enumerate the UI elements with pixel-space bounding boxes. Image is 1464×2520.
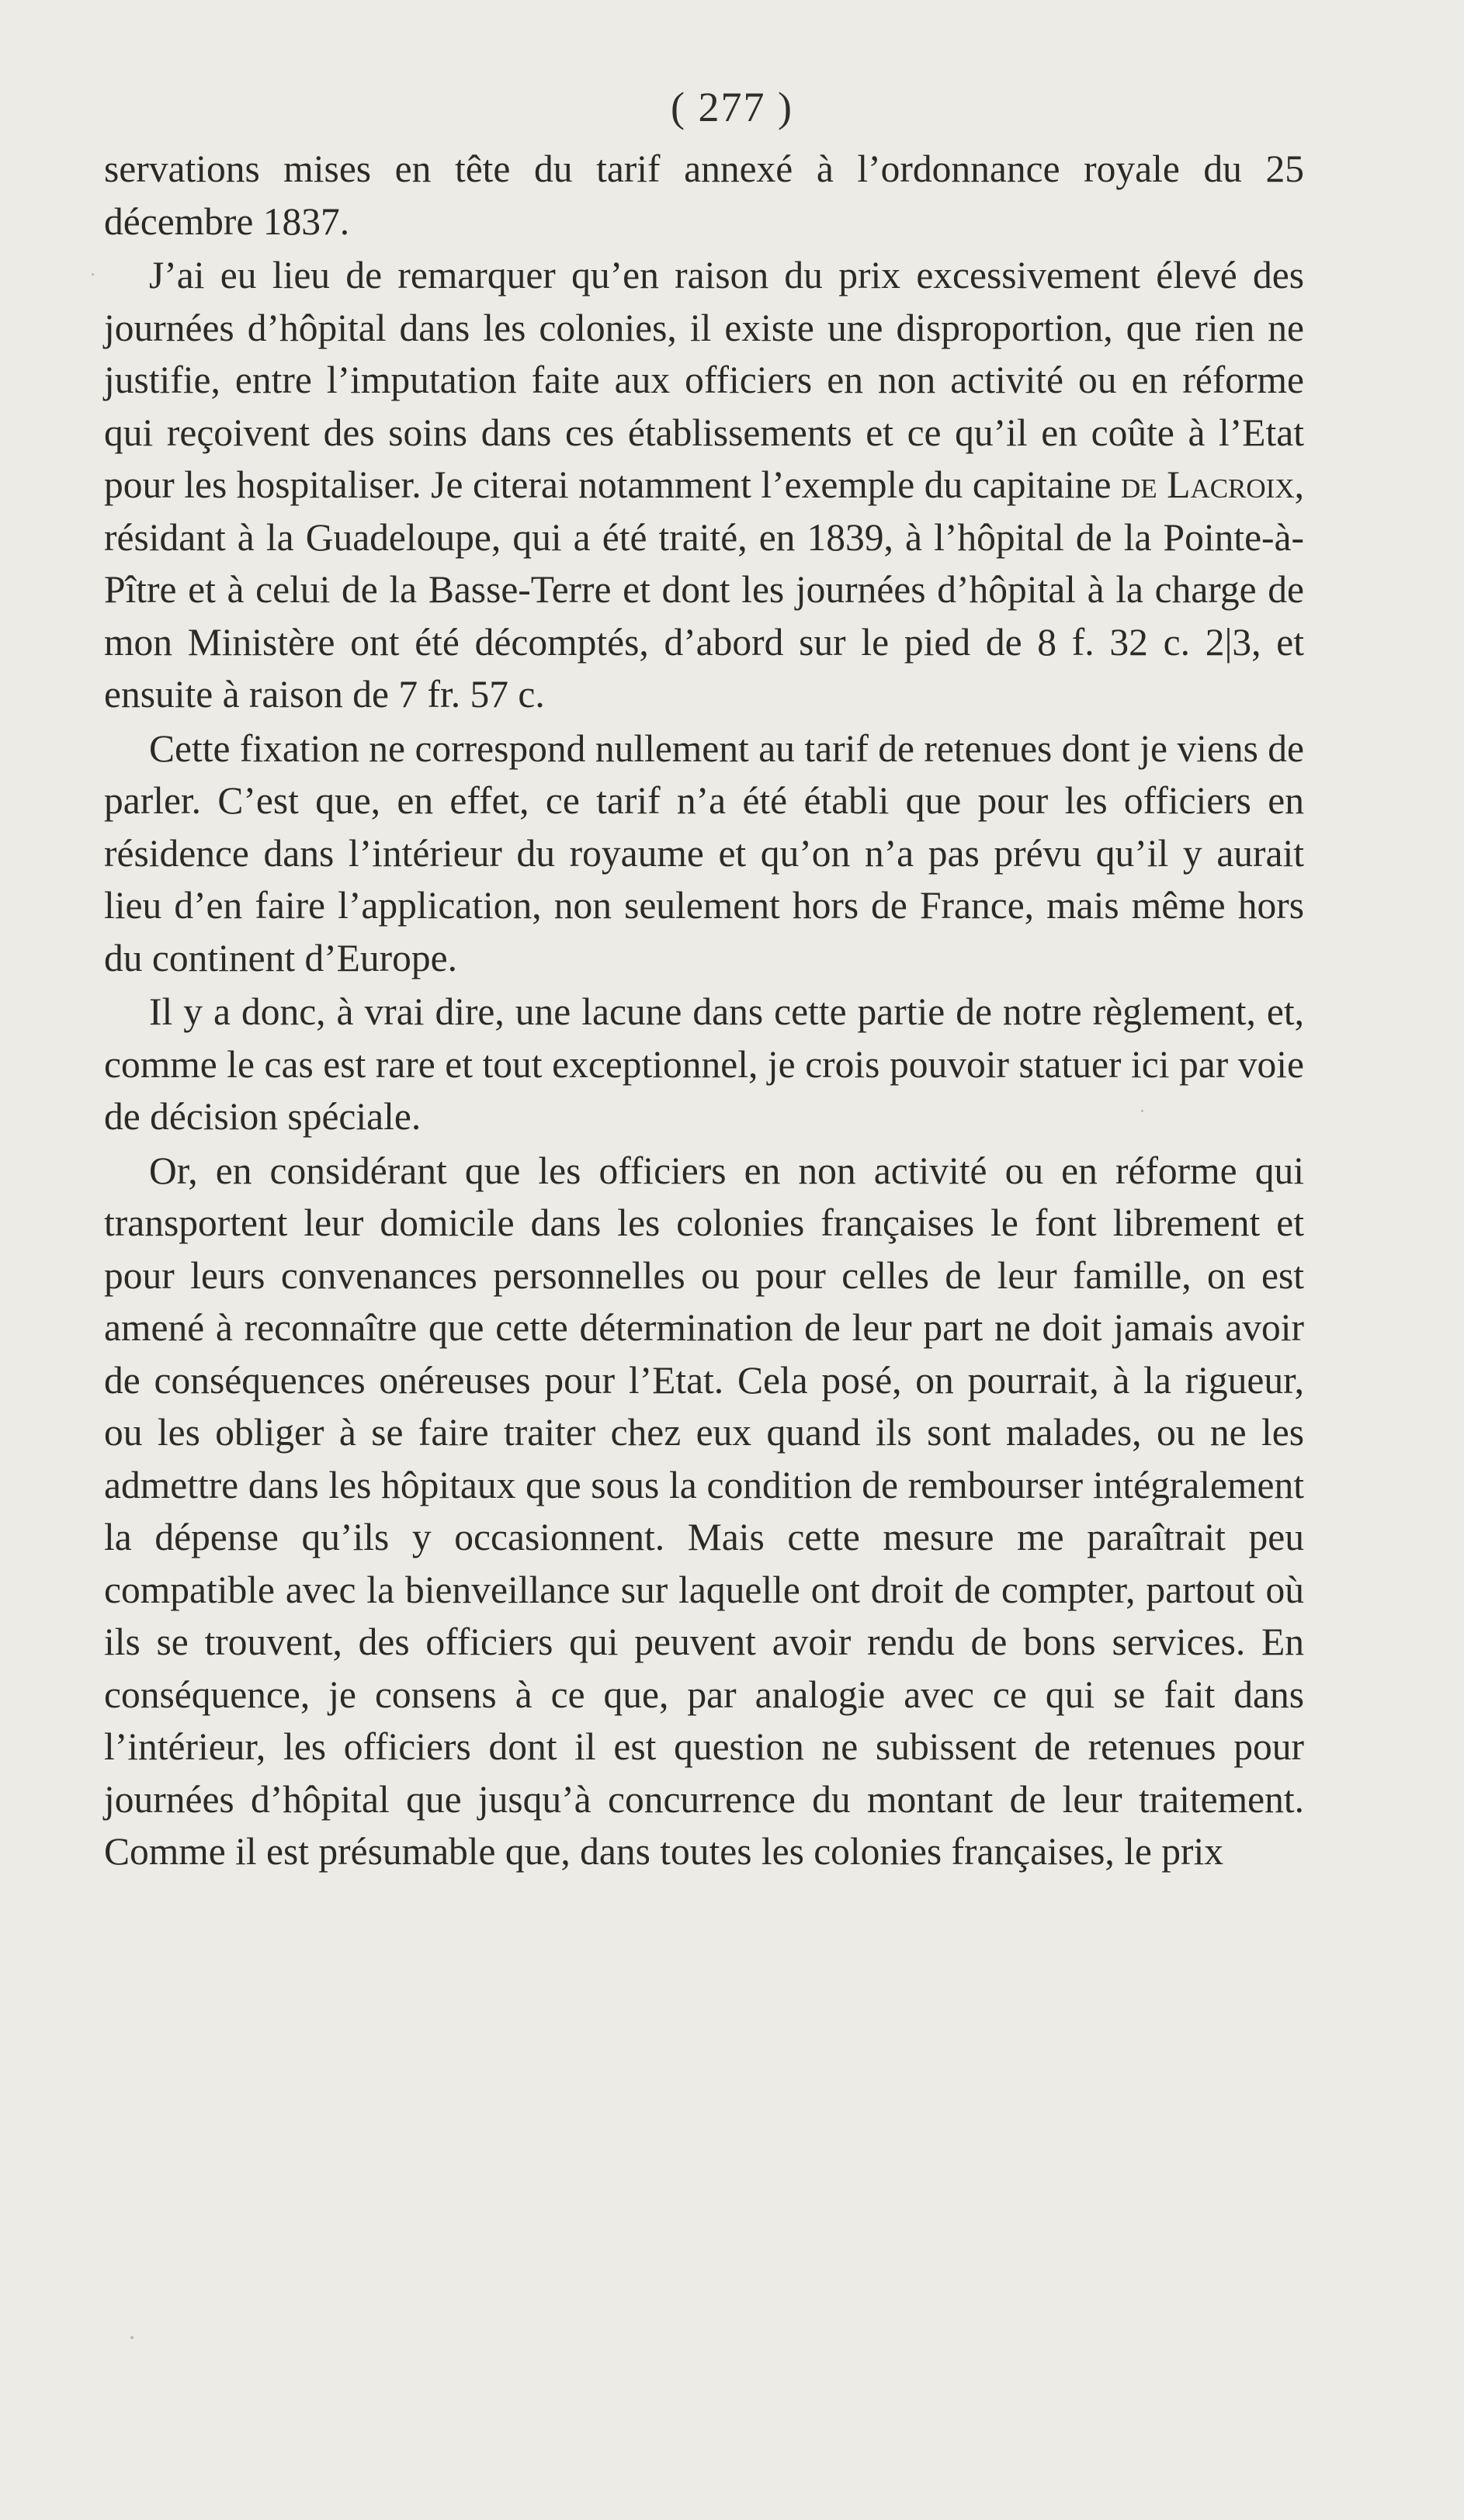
paragraph-5: Or, en considérant que les officiers en non activité ou en réforme qui transportent leur domicile dans les colonies françaises le font librement et pour leurs convenances personnelles ou pour celles de leur famille, on est amené à reconnaître que cette détermination de leur part ne doit jamais avoir de conséquences onéreuses pour l’Etat. Cela posé, on pourrait, à la rigueur, ou les obliger à se faire traiter chez eux quand ils sont malades, ou ne les admettre dans les hôpitaux que sous la condition de rembourser intégralement la dépense qu’ils y occasionnent. Mais cette mesure me paraîtrait peu compatible avec la bienveillance sur laquelle ont droit de compter, partout où ils se trouvent, des officiers qui peuvent avoir rendu de bons services. En conséquence, je consens à ce que, par analogie avec ce qui se fait dans l’intérieur, les officiers dont il est question ne subissent de retenues pour journées d’hôpital que jusqu’à concurrence du montant de leur traitement. Comme il est présumable que, dans toutes les colonies françaises, le prix (104, 1149, 1304, 1873)
paper-speck (92, 273, 94, 276)
paragraph-2-text-after: , résidant à la Guadeloupe, qui a été traité, en 1839, à l’hôpital de la Pointe-à-Pître et à celui de la Basse-Terre et dont les journées d’hôpital à la charge de mon Ministère ont été décomptés, d’abord sur le pied de 8 f. 32 c. 2|3, et ensuite à raison de 7 fr. 57 c. (104, 463, 1304, 716)
paragraph-1: servations mises en tête du tarif annexé à l’ordonnance royale du 25 décembre 1837. (104, 147, 1304, 243)
paper-speck (130, 2336, 134, 2339)
paragraph-2 (104, 249, 1304, 721)
paragraph-4: Il y a donc, à vrai dire, une lacune dans cette partie de notre règlement, et, comme le cas est rare et tout exceptionnel, je crois pouvoir statuer ici par voie de décision spéciale. (104, 990, 1304, 1138)
paper-speck (1141, 1110, 1143, 1112)
paragraph-3: Cette fixation ne correspond nullement au tarif de retenues dont je viens de parler. C’est que, en effet, ce tarif n’a été établi que pour les officiers en résidence dans l’intérieur du royaume et qu’on n’a pas prévu qu’il y aurait lieu d’en faire l’application, non seulement hors de France, mais même hors du continent d’Europe. (104, 726, 1304, 979)
body-text (104, 143, 1304, 1880)
paragraph-2-text-before: J’ai eu lieu de remarquer qu’en raison du prix excessivement élevé des journées d’hôpital dans les colonies, il existe une disproportion, que rien ne justifie, entre l’imputation faite aux officiers en non activité ou en réforme qui reçoivent des soins dans ces établissements et ce qu’il en coûte à l’Etat pour les hospitaliser. Je citerai notamment l’exemple du capitaine (104, 254, 1304, 506)
page-number: ( 277 ) (671, 84, 793, 130)
person-name: de Lacroix (1121, 463, 1295, 506)
